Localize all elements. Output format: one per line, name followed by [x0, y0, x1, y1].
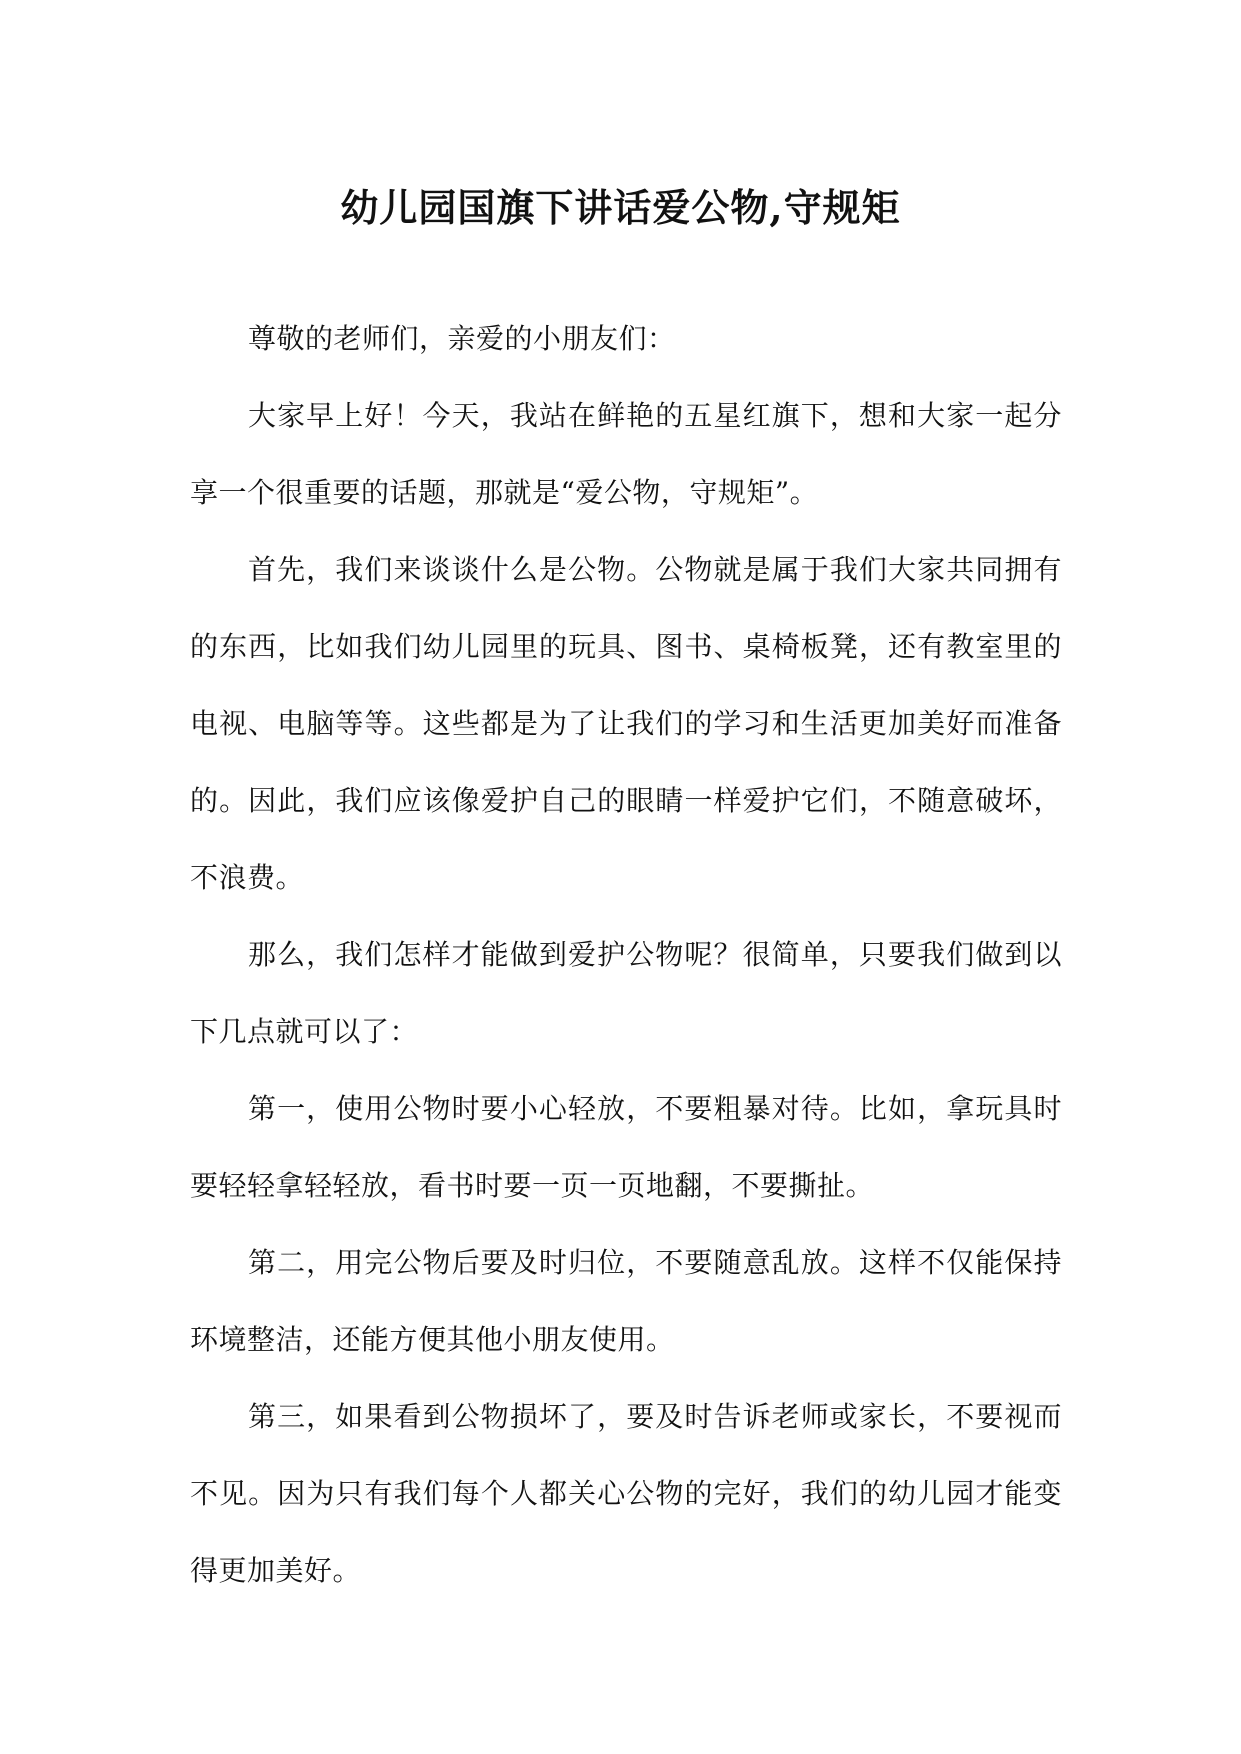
paragraph-intro: 大家早上好！今天，我站在鲜艳的五星红旗下，想和大家一起分享一个很重要的话题，那就是“爱公物，守规矩”。 [190, 399, 1062, 509]
paragraph-greeting: 尊敬的老师们，亲爱的小朋友们： [248, 322, 676, 355]
page-title: 幼儿园国旗下讲话爱公物,守规矩 [340, 185, 901, 230]
paragraph-how-to: 那么，我们怎样才能做到爱护公物呢？很简单，只要我们做到以下几点就可以了： [190, 938, 1062, 1048]
paragraph-point-one: 第一，使用公物时要小心轻放，不要粗暴对待。比如，拿玩具时要轻轻拿轻轻放，看书时要一页一页地翻，不要撕扯。 [190, 1092, 1062, 1202]
paragraph-definition: 首先，我们来谈谈什么是公物。公物就是属于我们大家共同拥有的东西，比如我们幼儿园里的玩具、图书、桌椅板凳，还有教室里的电视、电脑等等。这些都是为了让我们的学习和生活更加美好而准备的。因此，我们应该像爱护自己的眼睛一样爱护它们，不随意破坏，不浪费。 [190, 553, 1062, 894]
paragraph-point-three: 第三，如果看到公物损坏了，要及时告诉老师或家长，不要视而不见。因为只有我们每个人都关心公物的完好，我们的幼儿园才能变得更加美好。 [190, 1400, 1062, 1587]
paragraph-point-two: 第二，用完公物后要及时归位，不要随意乱放。这样不仅能保持环境整洁，还能方便其他小朋友使用。 [190, 1246, 1062, 1356]
document-body [190, 300, 1062, 1609]
